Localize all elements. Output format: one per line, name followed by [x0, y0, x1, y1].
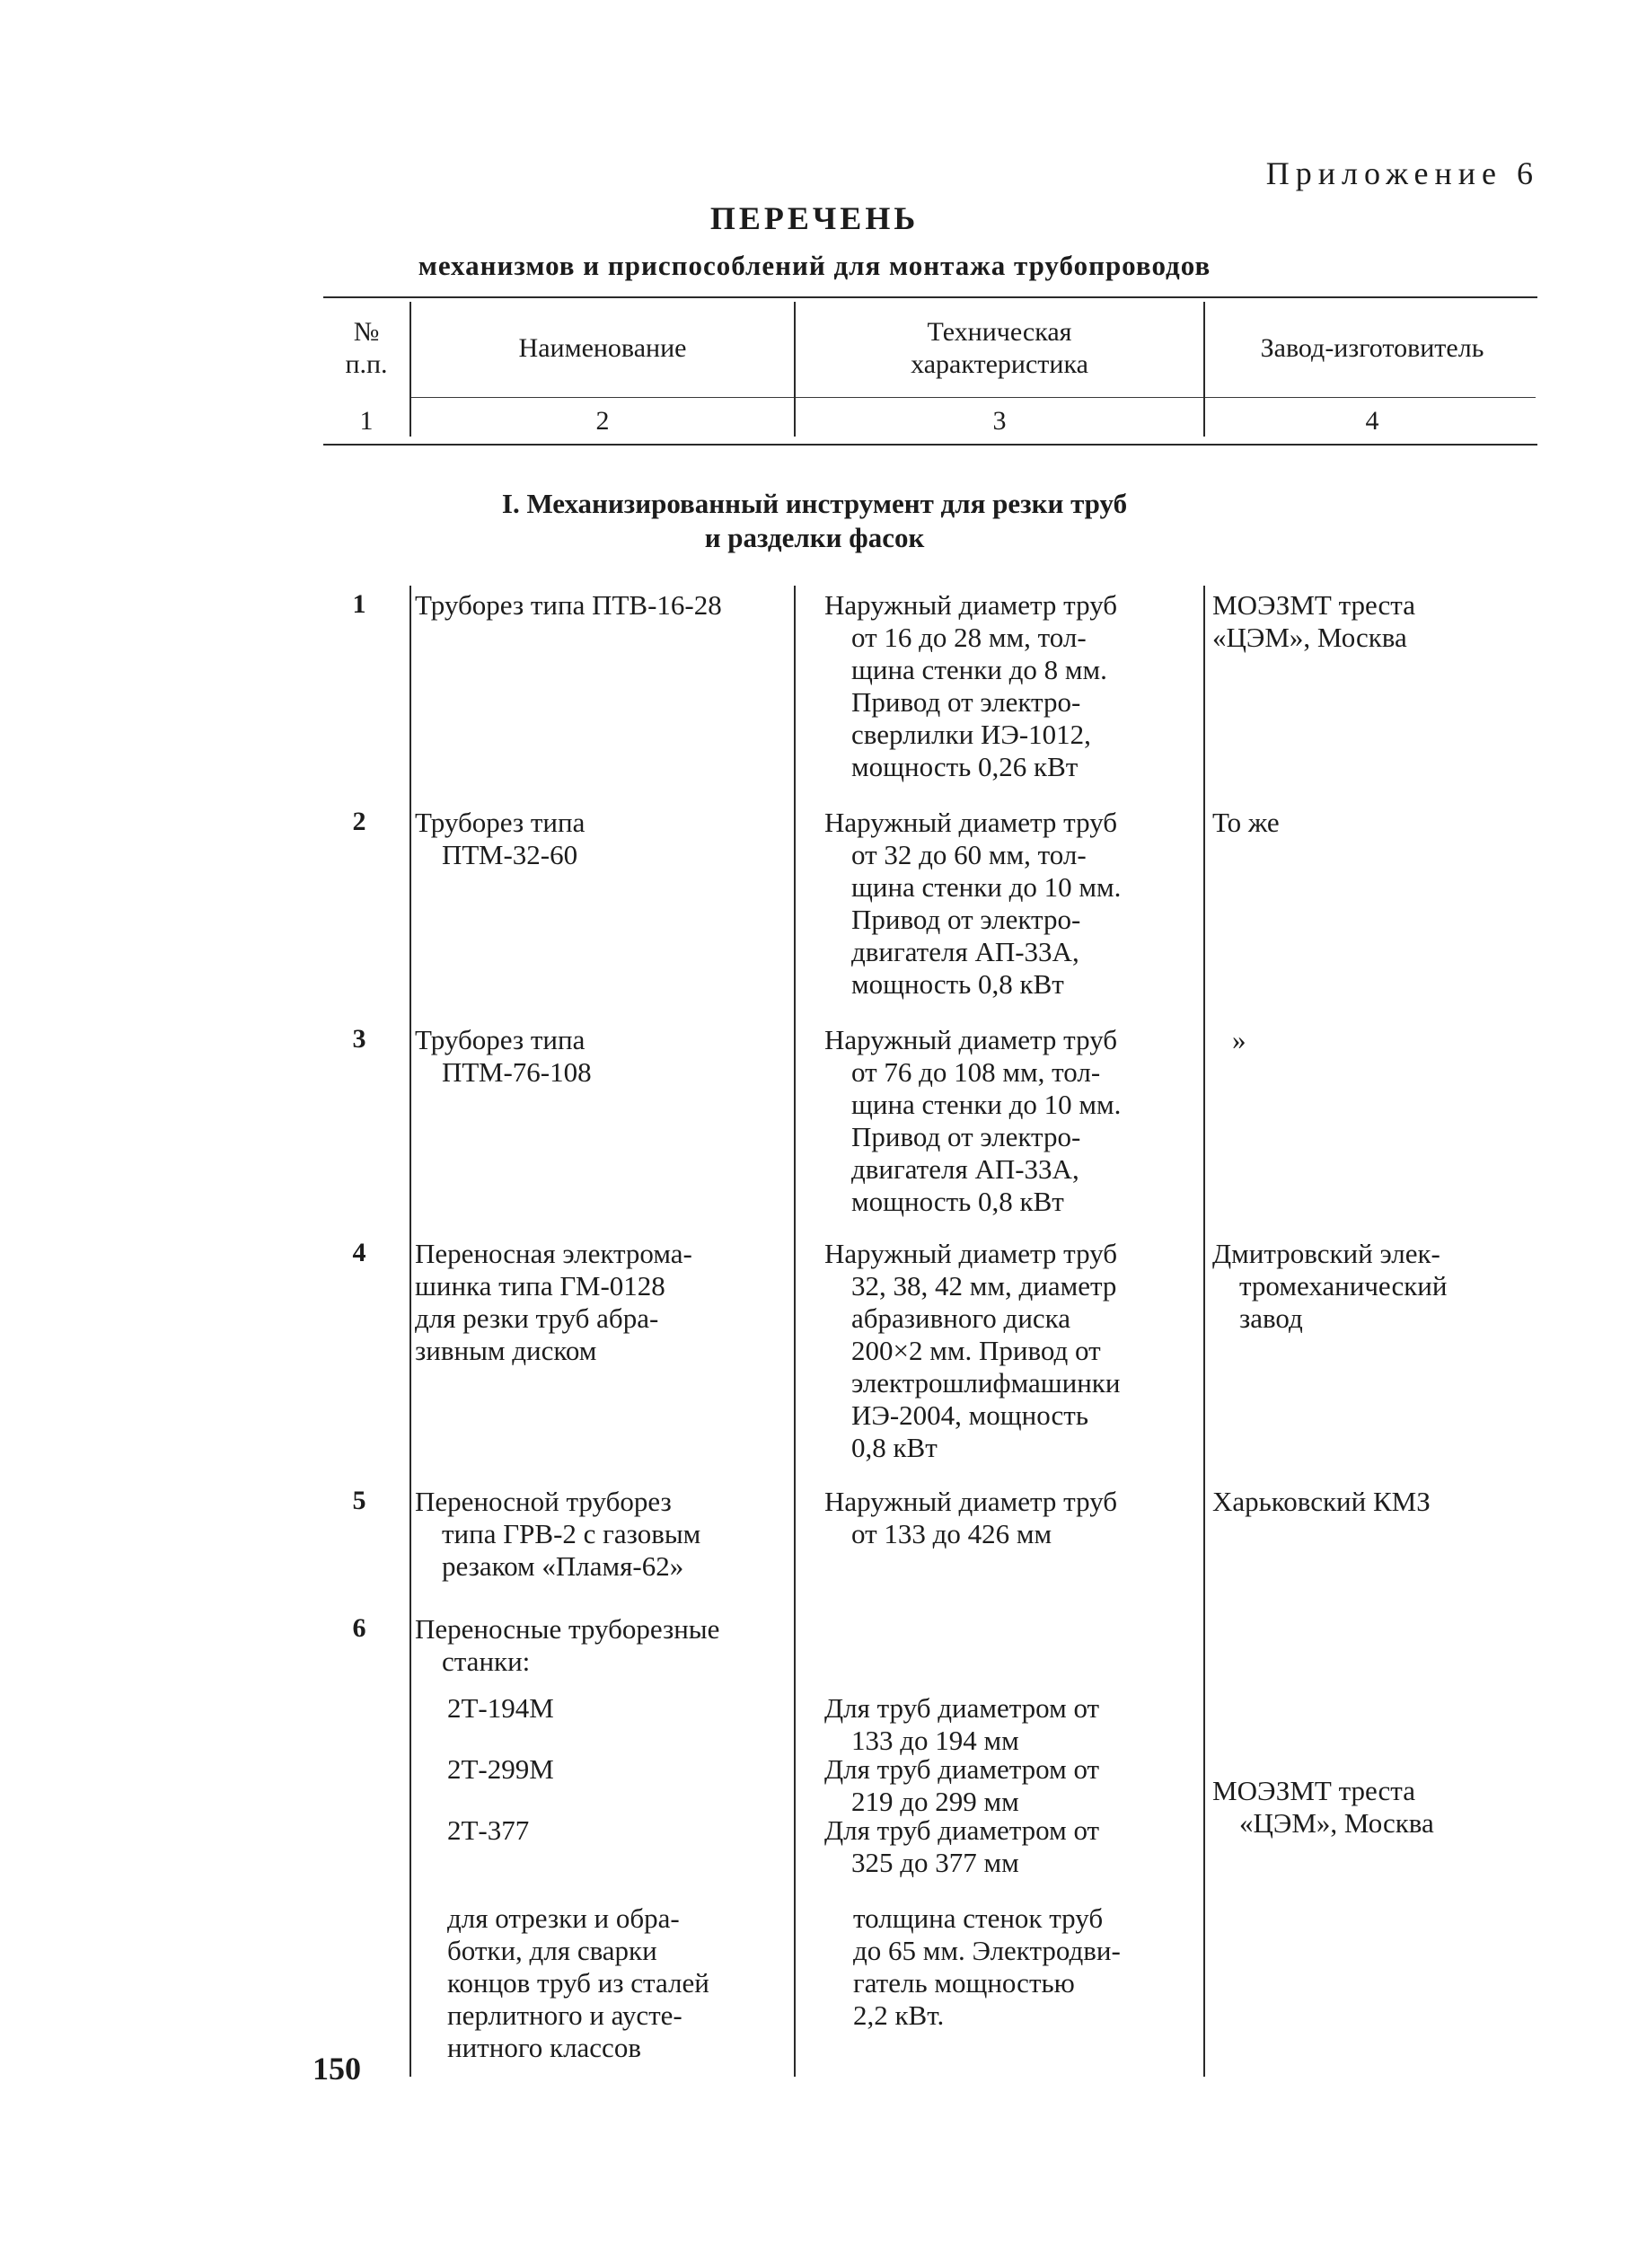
row-number: 5	[352, 1486, 366, 1515]
header-col-tech-line2: характеристика	[911, 349, 1088, 379]
row-tech-line: 32, 38, 42 мм, диаметр	[851, 1270, 1117, 1302]
header-col-tech	[796, 316, 1203, 381]
row-common-tech-line: 2,2 кВт.	[853, 1999, 945, 2031]
col-number-1: 1	[359, 406, 374, 436]
sub-item-tech-line: Для труб диаметром от	[824, 1814, 1100, 1846]
row-tech-line: электрошлифмашинки	[851, 1367, 1121, 1399]
row-tech	[824, 1486, 1193, 1550]
row-common-tech-line: гатель мощностью	[853, 1967, 1075, 1999]
row-name	[415, 1613, 783, 1678]
row-tech-line: 0,8 кВт	[851, 1432, 938, 1463]
row-tech-line: Наружный диаметр труб	[824, 1024, 1118, 1055]
body-col-divider-2	[794, 586, 796, 2077]
row-name-line: типа ГРВ-2 с газовым	[442, 1518, 701, 1549]
header-col-number-line2: п.п.	[345, 349, 388, 379]
row-maker-line: МОЭЗМТ треста	[1212, 589, 1415, 621]
row-purpose-line: нитного классов	[447, 2032, 641, 2063]
header-col-name-line1: Наименование	[518, 333, 687, 363]
row-tech-line: Наружный диаметр труб	[824, 1486, 1118, 1517]
row-purpose-line: ботки, для сварки	[447, 1935, 657, 1966]
row-maker-line: тромеханический	[1239, 1270, 1448, 1302]
header-col-number-line1: №	[353, 317, 380, 347]
row-number: 3	[352, 1024, 366, 1054]
row-tech-line: мощность 0,8 кВт	[851, 1186, 1064, 1217]
row-name	[415, 589, 783, 622]
row-common-tech-line: до 65 мм. Электродви-	[853, 1935, 1121, 1966]
row-maker-line: Харьковский КМЗ	[1212, 1486, 1431, 1517]
appendix-label: Приложение 6	[1265, 155, 1539, 191]
sub-item-model: 2Т-377	[447, 1814, 530, 1846]
row-maker	[1212, 807, 1554, 839]
row-maker-line: Дмитровский элек-	[1212, 1238, 1440, 1269]
row-tech-line: Привод от электро-	[851, 1121, 1081, 1152]
table-top-rule	[323, 296, 1537, 298]
row-common-tech	[853, 1902, 1221, 2032]
row-number: 6	[352, 1613, 366, 1643]
row-name-line: Переносные труборезные	[415, 1613, 720, 1645]
row-tech-line: от 133 до 426 мм	[851, 1518, 1052, 1549]
header-divider-rule	[411, 397, 1536, 398]
row-purpose-line: для отрезки и обра-	[447, 1902, 680, 1934]
row-name	[415, 1238, 783, 1367]
row-tech-line: от 16 до 28 мм, тол-	[851, 622, 1087, 653]
col-number-3: 3	[992, 406, 1007, 436]
row-name-line: для резки труб абра-	[415, 1302, 659, 1334]
col-number-2: 2	[595, 406, 610, 436]
row-tech-line: сверлилки ИЭ-1012,	[851, 719, 1091, 750]
section-heading-line2: и разделки фасок	[704, 522, 925, 553]
row-maker	[1212, 589, 1554, 654]
sub-item-tech-line: 133 до 194 мм	[851, 1725, 1019, 1756]
row-tech-line: от 32 до 60 мм, тол-	[851, 839, 1087, 870]
row-name	[415, 1024, 783, 1089]
row-tech-line: 200×2 мм. Привод от	[851, 1335, 1101, 1366]
row-name-line: резаком «Пламя-62»	[442, 1550, 684, 1582]
row-tech	[824, 1024, 1193, 1218]
body-col-divider-3	[1203, 586, 1205, 2077]
row-maker-line: »	[1232, 1024, 1246, 1055]
header-col-number	[323, 316, 409, 381]
row-maker-line: То же	[1212, 807, 1280, 838]
row-name-line: Труборез типа ПТВ-16-28	[415, 589, 722, 621]
row-number: 2	[352, 807, 366, 836]
row-number: 4	[352, 1238, 366, 1267]
row-name-line: Труборез типа	[415, 807, 586, 838]
document-subtitle: механизмов и приспособлений для монтажа трубопроводов	[418, 250, 1211, 281]
sub-item-tech	[824, 1753, 1193, 1818]
sub-item-model: 2Т-194М	[447, 1692, 554, 1724]
row-tech-line: от 76 до 108 мм, тол-	[851, 1056, 1101, 1088]
row-tech	[824, 807, 1193, 1001]
sub-item-tech-line: Для труб диаметром от	[824, 1753, 1100, 1785]
row-maker-line: «ЦЭМ», Москва	[1212, 622, 1407, 653]
row-name-line: Труборез типа	[415, 1024, 586, 1055]
row-purpose	[415, 1902, 815, 2064]
row-purpose-line: концов труб из сталей	[447, 1967, 709, 1999]
row-name-line: шинка типа ГМ-0128	[415, 1270, 665, 1302]
sub-item-tech	[824, 1692, 1193, 1757]
row-name-line: зивным диском	[415, 1335, 597, 1366]
row-maker	[1212, 1238, 1554, 1335]
sub-item-tech-line: 325 до 377 мм	[851, 1847, 1019, 1878]
body-col-divider-1	[409, 586, 411, 2077]
row-tech	[824, 589, 1193, 783]
header-bottom-rule	[323, 444, 1537, 446]
row-tech-line: мощность 0,8 кВт	[851, 968, 1064, 1000]
row-tech-line: Наружный диаметр труб	[824, 807, 1118, 838]
row-tech-line: Наружный диаметр труб	[824, 1238, 1118, 1269]
row-tech-line: двигателя АП-33А,	[851, 936, 1079, 967]
row-tech-line: абразивного диска	[851, 1302, 1071, 1334]
row-tech-line: щина стенки до 10 мм.	[851, 1089, 1122, 1120]
row-purpose-line: перлитного и аусте-	[447, 1999, 682, 2031]
sub-item-tech	[824, 1814, 1193, 1879]
row-maker-line: «ЦЭМ», Москва	[1239, 1807, 1434, 1839]
document-title: ПЕРЕЧЕНЬ	[709, 200, 920, 236]
header-col-tech-line1: Техническая	[927, 317, 1072, 347]
row-name-line: станки:	[442, 1646, 531, 1677]
row-tech-line: Привод от электро-	[851, 904, 1081, 935]
row-name	[415, 807, 783, 871]
section-heading	[0, 487, 1629, 555]
row-name	[415, 1486, 783, 1583]
row-name-line: ПТМ-76-108	[442, 1056, 592, 1088]
row-tech-line: мощность 0,26 кВт	[851, 751, 1079, 782]
sub-item-model: 2Т-299М	[447, 1753, 554, 1785]
row-tech-line: двигателя АП-33А,	[851, 1153, 1079, 1185]
row-maker	[1232, 1024, 1573, 1056]
row-maker-line: МОЭЗМТ треста	[1212, 1775, 1415, 1806]
section-heading-line1: I. Механизированный инструмент для резки труб	[501, 488, 1128, 519]
header-col-maker	[1205, 332, 1539, 365]
row-maker-line: завод	[1239, 1302, 1303, 1334]
sub-item-tech-line: Для труб диаметром от	[824, 1692, 1100, 1724]
row-common-tech-line: толщина стенок труб	[853, 1902, 1104, 1934]
row-tech-line: Наружный диаметр труб	[824, 589, 1118, 621]
row-tech-line: ИЭ-2004, мощность	[851, 1399, 1088, 1431]
row-name-line: Переносной труборез	[415, 1486, 672, 1517]
row-tech	[824, 1238, 1193, 1464]
page-number: 150	[313, 2051, 361, 2087]
row-tech-line: Привод от электро-	[851, 686, 1081, 718]
row-number: 1	[352, 589, 366, 619]
row-tech-line: щина стенки до 10 мм.	[851, 871, 1122, 903]
header-col-maker-line1: Завод-изготовитель	[1260, 333, 1484, 363]
col-number-4: 4	[1365, 406, 1379, 436]
row-maker	[1212, 1775, 1554, 1840]
row-maker	[1212, 1486, 1554, 1518]
header-col-name	[411, 332, 794, 365]
row-name-line: Переносная электрома-	[415, 1238, 692, 1269]
sub-item-tech-line: 219 до 299 мм	[851, 1786, 1019, 1817]
row-name-line: ПТМ-32-60	[442, 839, 578, 870]
row-tech-line: щина стенки до 8 мм.	[851, 654, 1107, 685]
